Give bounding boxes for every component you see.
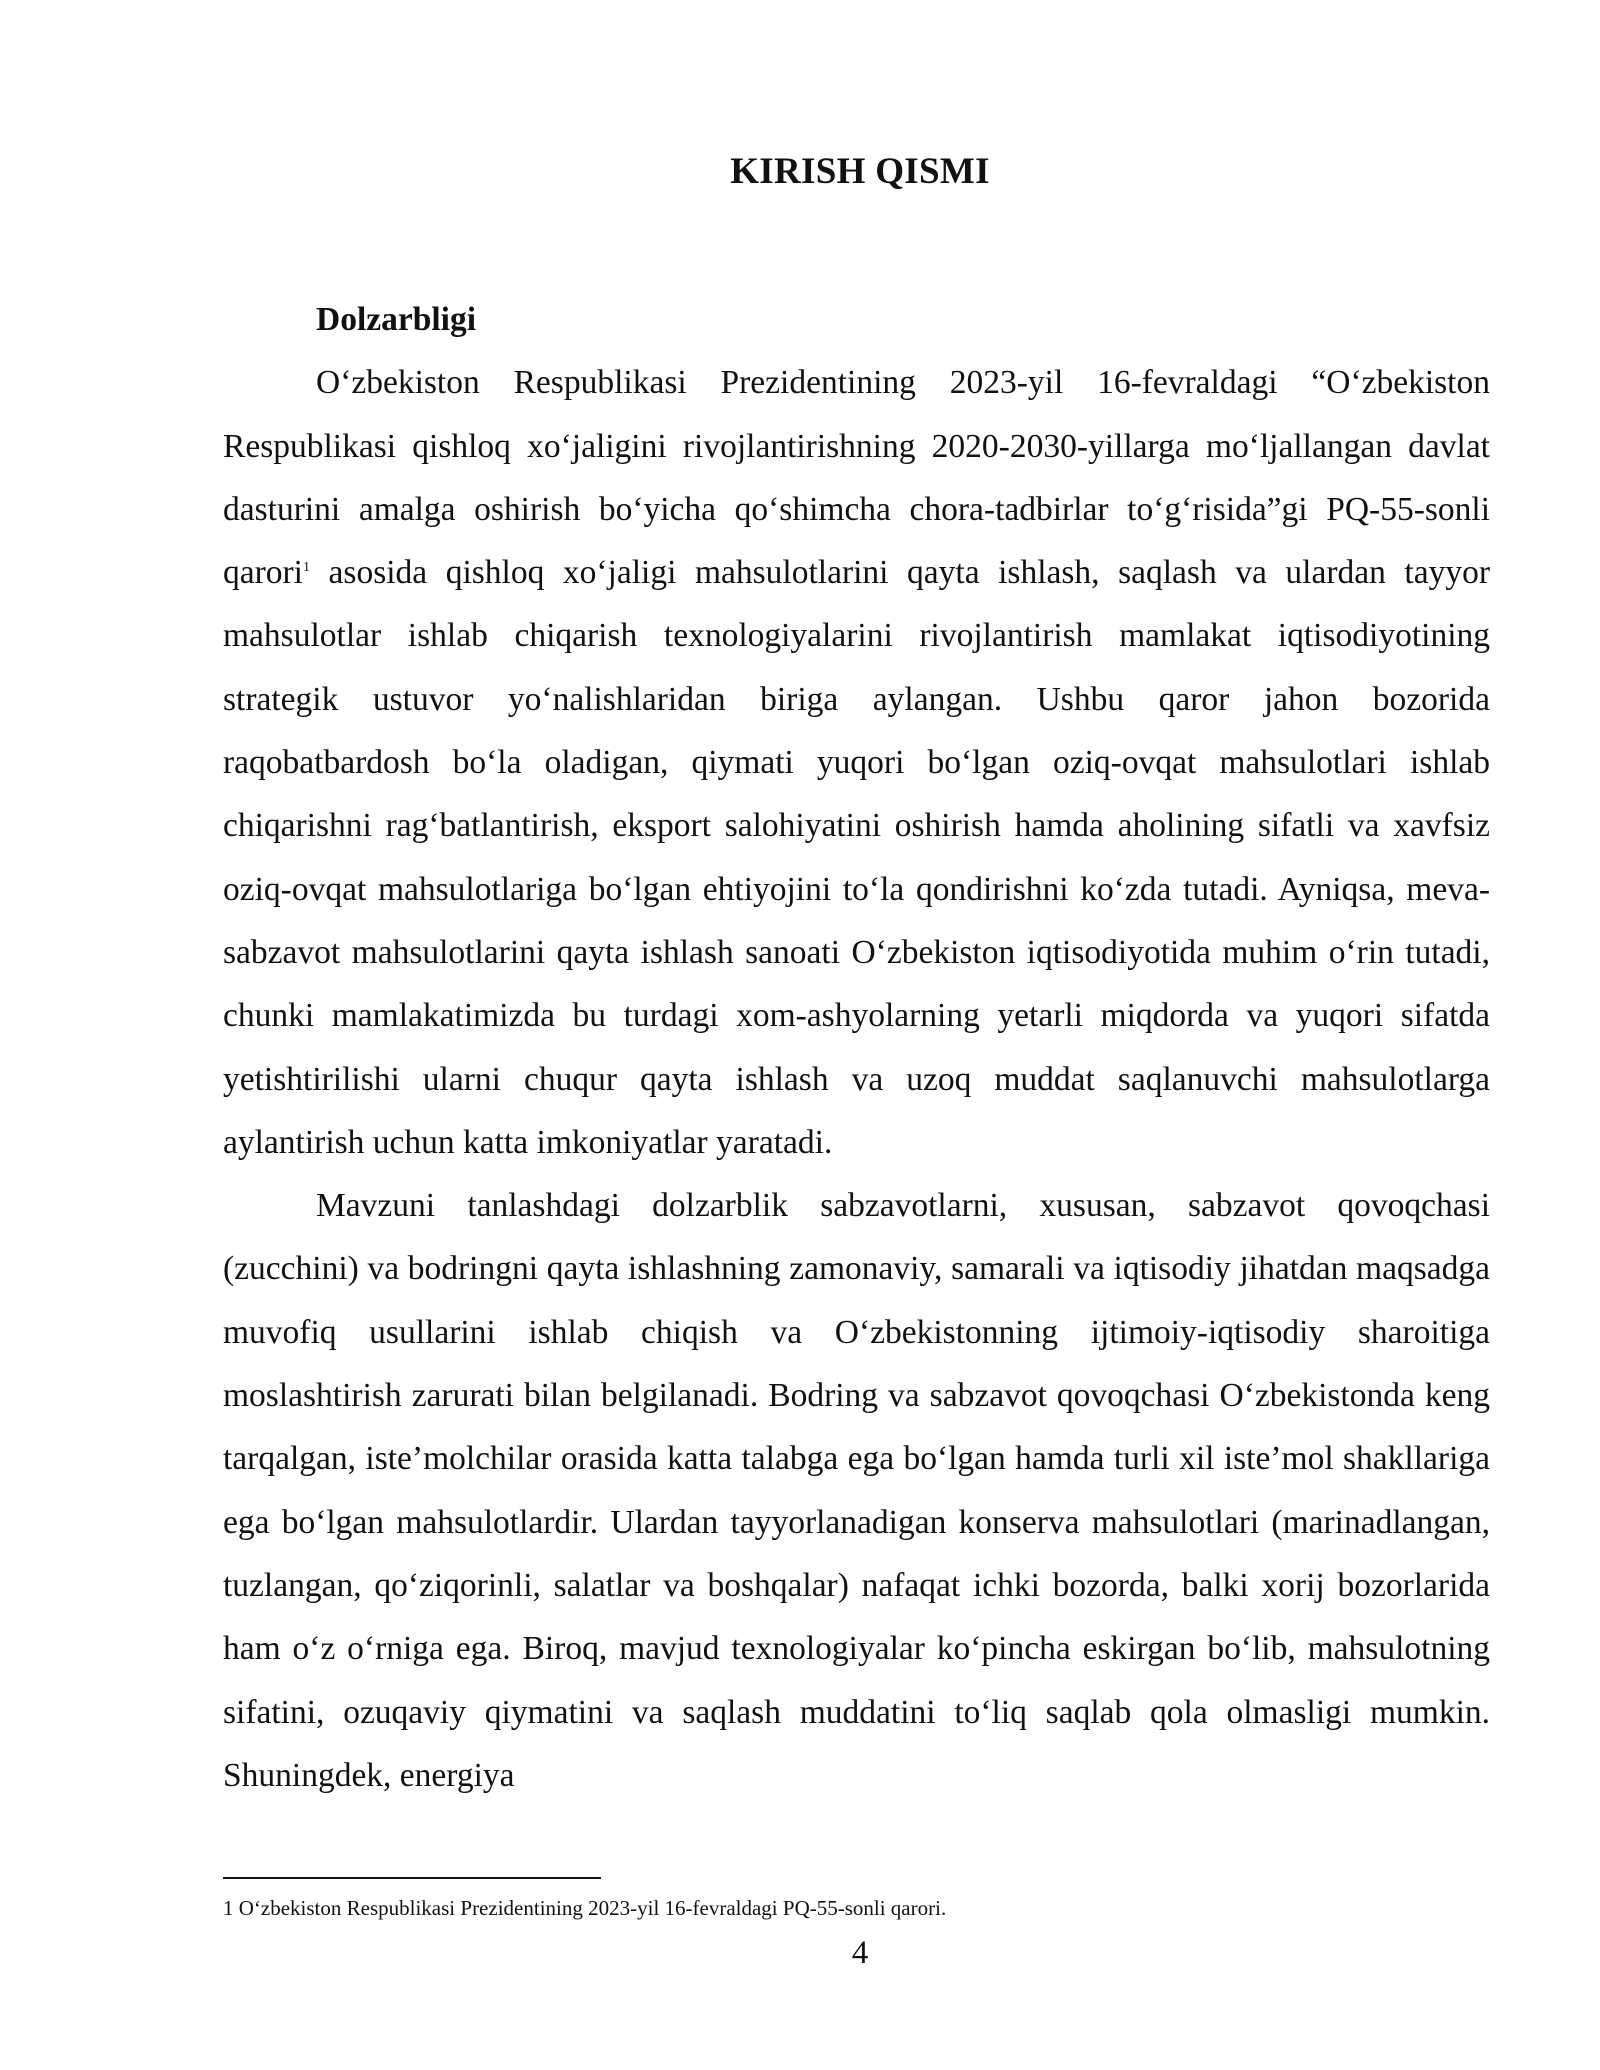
paragraph-1-text-end: asosida qishloq xo‘jaligi mahsulotlarini qayta ishlash, saqlash va ulardan tayyor mahsulotlar ishlab chiqarish texnologiyalarini rivojlantirish mamlakat iqtisodiyotining strategik ustuvor yo‘nalishlaridan biriga aylangan. Ushbu qaror jahon bozorida raqobatbardosh bo‘la oladigan, qiymati yuqori bo‘lgan oziq-ovqat mahsulotlari ishlab chiqarishni rag‘batlantirish, eksport salohiyatini oshirish hamda aholining sifatli va xavfsiz oziq-ovqat mahsulotlariga bo‘lgan ehtiyojini to‘la qondirishni ko‘zda tutadi. Ayniqsa, meva-sabzavot mahsulotlarini qayta ishlash sanoati O‘zbekiston iqtisodiyotida muhim o‘rin tutadi, chunki mamlakatimizda bu turdagi xom-ashyolarning yetarli miqdorda va yuqori sifatda yetishtirilishi ularni chuqur qayta ishlash va uzoq muddat saqlanuvchi mahsulotlarga aylantirish uchun katta imkoniyatlar yaratadi. <box>223 554 1490 1161</box>
section-heading: Dolzarbligi <box>316 301 477 338</box>
footnote <box>223 1894 1490 1922</box>
paragraph-2: Mavzuni tanlashdagi dolzarblik sabzavotlarni, xususan, sabzavot qovoqchasi (zucchini) va bodringni qayta ishlashning zamonaviy, samarali va iqtisodiy jihatdan maqsadga muvofiq usullarini ishlab chiqish va O‘zbekistonning ijtimoiy-iqtisodiy sharoitiga moslashtirish zarurati bilan belgilanadi. Bodring va sabzavot qovoqchasi O‘zbekistonda keng tarqalgan, iste’molchilar orasida katta talabga ega bo‘lgan hamda turli xil iste’mol shakllariga ega bo‘lgan mahsulotlardir. Ulardan tayyorlanadigan konserva mahsulotlari (marinadlangan, tuzlangan, qo‘ziqorinli, salatlar va boshqalar) nafaqat ichki bozorda, balki xorij bozorlarida ham o‘z o‘rniga ega. Biroq, mavjud texnologiyalar ko‘pincha eskirgan bo‘lib, mahsulotning sifatini, ozuqaviy qiymatini va saqlash muddatini to‘liq saqlab qola olmasligi mumkin. Shuningdek, energiya <box>223 1187 1490 1794</box>
footnote-number: 1 <box>223 1896 234 1920</box>
page-title: KIRISH QISMI <box>730 151 990 192</box>
page-number: 4 <box>851 1935 869 1971</box>
footnote-reference[interactable]: 1 <box>303 560 310 576</box>
paragraph-1-text-start: O‘zbekiston Respublikasi Prezidentining 2023-yil 16-fevraldagi “O‘zbekiston Respublikasi qishloq xo‘jaligini rivojlantirishning 2020-2030-yillarga mo‘ljallangan davlat dasturini amalga oshirish bo‘yicha qo‘shimcha chora-tadbirlar to‘g‘risida”gi PQ-55-sonli qarori <box>223 364 1490 592</box>
footnote-text: O‘zbekiston Respublikasi Prezidentining 2023-yil 16-fevraldagi PQ-55-sonli qarori. <box>233 1896 947 1920</box>
body-text <box>223 288 1490 1807</box>
paragraph-1 <box>223 351 1490 1174</box>
footnote-separator <box>223 1877 601 1879</box>
